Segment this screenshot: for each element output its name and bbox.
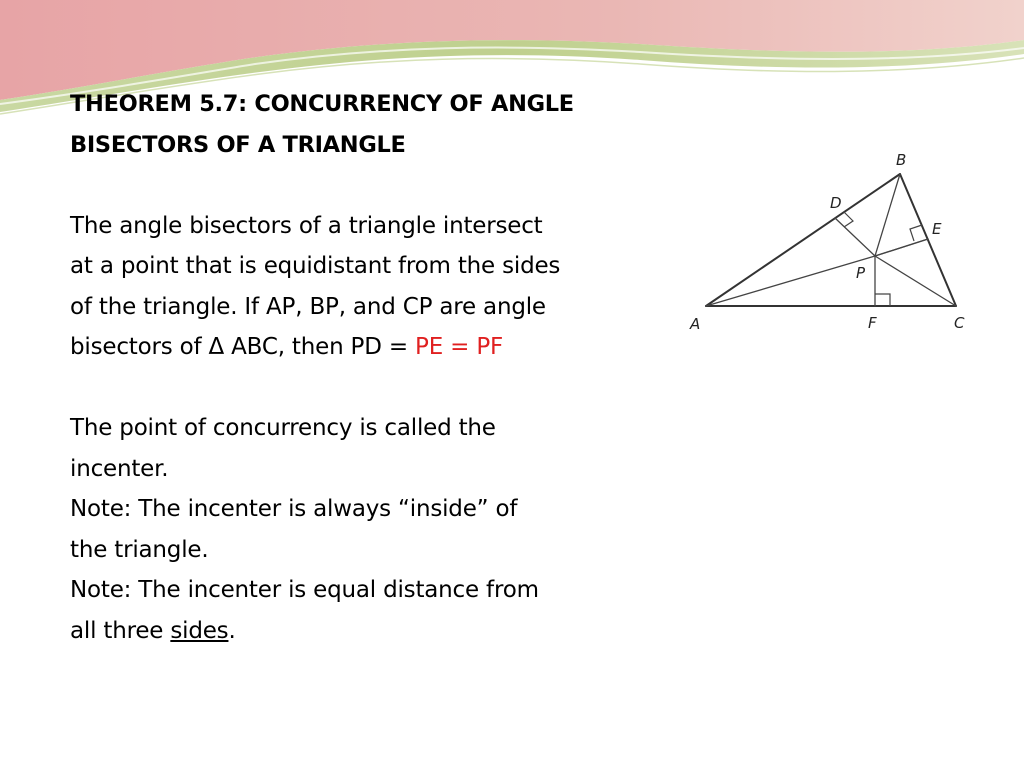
label-f: F <box>868 314 877 332</box>
triangle-diagram <box>666 130 990 352</box>
right-angle-marker-d <box>844 212 853 227</box>
label-a: A <box>690 315 701 333</box>
concurrency-line-2: incenter. <box>70 455 169 482</box>
note-line-4-prefix: all three <box>70 617 171 644</box>
statement-line-4-prefix: bisectors of Δ ABC, then PD = <box>70 334 416 360</box>
note-line-2: the triangle. <box>70 536 209 563</box>
note-line-4-suffix: . <box>228 617 236 644</box>
bisector-bp <box>875 174 900 256</box>
statement-line-2: at a point that is equidistant from the sides <box>70 253 561 279</box>
statement-line-1: The angle bisectors of a triangle intersect <box>70 212 543 239</box>
note-line-4 <box>70 611 670 652</box>
concurrency-line-1: The point of concurrency is called the <box>70 415 496 441</box>
underlined-word-sides: sides <box>170 617 229 644</box>
perpendicular-pe <box>875 239 928 256</box>
theorem-text <box>70 84 670 651</box>
note-line-1: Note: The incenter is always “inside” of <box>70 496 518 522</box>
triangle-diagram-svg <box>666 130 990 352</box>
highlighted-equality: PE = PF <box>415 334 504 360</box>
spacer <box>70 165 670 206</box>
side-ab <box>706 174 900 306</box>
label-d: D <box>830 194 842 212</box>
label-c: C <box>954 314 965 332</box>
right-angle-marker-e <box>910 225 922 241</box>
statement-line-3: of the triangle. If AP, BP, and CP are angle <box>70 293 546 320</box>
side-bc <box>900 174 956 306</box>
perpendicular-pd <box>835 218 875 256</box>
theorem-title-line-2: BISECTORS OF A TRIANGLE <box>70 131 406 158</box>
note-line-3: Note: The incenter is equal distance from <box>70 577 539 603</box>
label-e: E <box>932 220 942 238</box>
label-b: B <box>896 151 907 169</box>
bisector-cp <box>875 256 956 306</box>
spacer <box>70 368 670 409</box>
bisector-ap <box>706 256 875 306</box>
label-p: P <box>856 264 866 282</box>
right-angle-marker-f <box>875 294 890 306</box>
statement-line-4 <box>70 327 670 368</box>
theorem-title-line-1: THEOREM 5.7: CONCURRENCY OF ANGLE <box>70 91 574 117</box>
